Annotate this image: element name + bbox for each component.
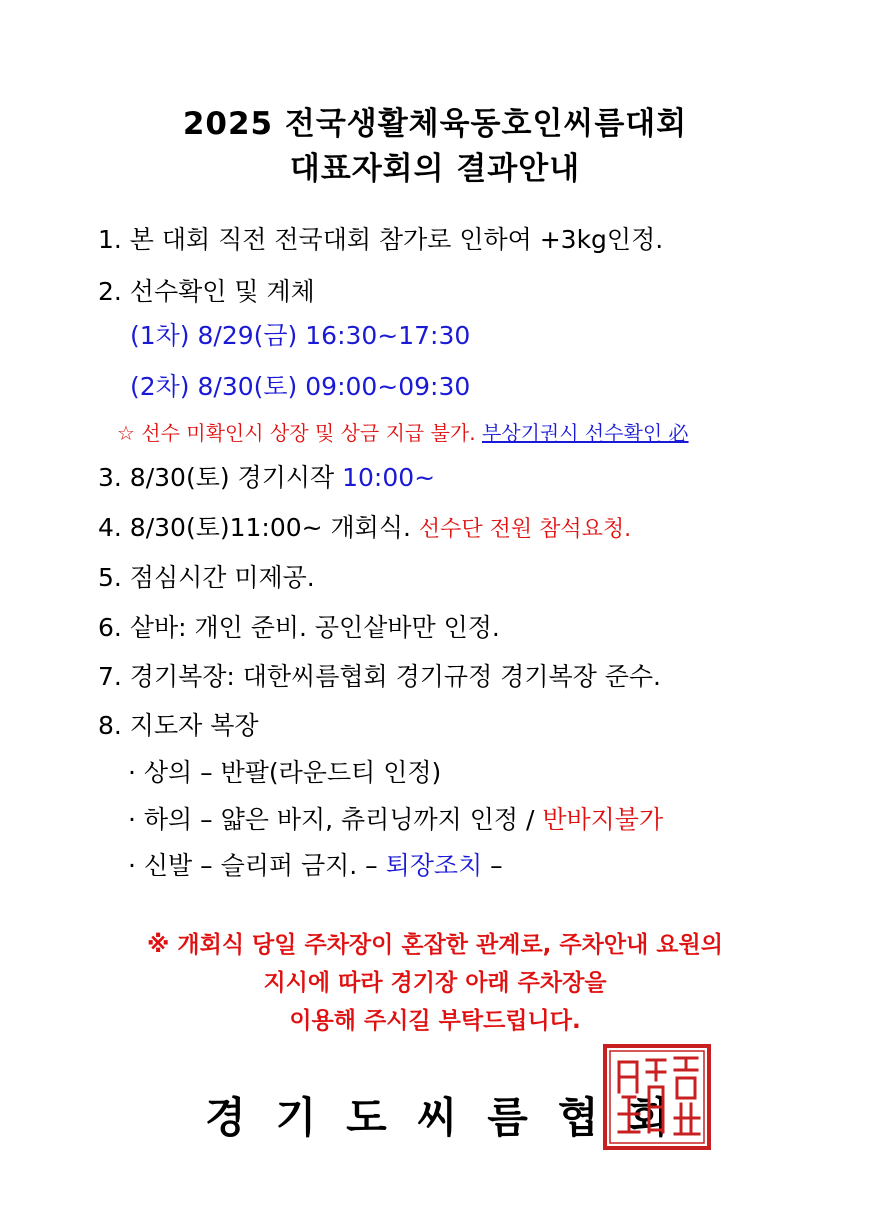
item-3-text: 3. 8/30(토) 경기시작 <box>98 463 343 492</box>
dress-top: · 상의 – 반팔(라운드티 인정) <box>128 758 442 787</box>
dress-bottom-prohibited: 반바지불가 <box>542 805 664 834</box>
item-8: 8. 지도자 복장 <box>98 711 259 740</box>
item-3-time: 10:00~ <box>342 463 436 492</box>
dress-bottom-text: · 하의 – 얇은 바지, 츄리닝까지 인정 / <box>128 805 543 834</box>
parking-notice-line2: 지시에 따라 경기장 아래 주차장을 <box>263 970 607 996</box>
item-2: 2. 선수확인 및 계체 <box>98 277 315 306</box>
dress-shoes-end: – <box>482 851 503 880</box>
item-7: 7. 경기복장: 대한씨름협회 경기규정 경기복장 준수. <box>98 662 661 691</box>
weigh-in-second: (2차) 8/30(토) 09:00~09:30 <box>130 372 471 401</box>
weigh-in-note <box>117 420 689 446</box>
association-seal-icon <box>601 1042 713 1152</box>
parking-notice-line3: 이용해 주시길 부탁드립니다. <box>289 1008 581 1034</box>
item-1: 1. 본 대회 직전 전국대회 참가로 인하여 +3kg인정. <box>98 225 664 254</box>
dress-shoes-text: · 신발 – 슬리퍼 금지. – <box>128 851 386 880</box>
item-4-request: 선수단 전원 참석요청. <box>418 517 632 542</box>
dress-bottom <box>128 805 663 835</box>
weigh-in-first: (1차) 8/29(금) 16:30~17:30 <box>130 321 471 350</box>
association-signature: 경기도씨름협회 <box>205 1093 700 1142</box>
parking-notice-line1: ※ 개회식 당일 주차장이 혼잡한 관계로, 주차안내 요원의 <box>147 932 723 958</box>
item-4 <box>98 513 631 545</box>
document-title-line2: 대표자회의 결과안내 <box>289 151 581 187</box>
weigh-in-note-injury: 부상기권시 선수확인 必 <box>481 421 689 445</box>
item-6: 6. 샅바: 개인 준비. 공인샅바만 인정. <box>98 613 500 642</box>
dress-shoes-penalty: 퇴장조치 <box>385 851 483 880</box>
dress-shoes <box>128 851 503 881</box>
document-title-line1: 2025 전국생활체육동호인씨름대회 <box>182 106 688 142</box>
item-3 <box>98 463 435 493</box>
weigh-in-note-warning: ☆ 선수 미확인시 상장 및 상금 지급 불가. <box>117 421 482 445</box>
item-5: 5. 점심시간 미제공. <box>98 563 315 592</box>
item-4-text: 4. 8/30(토)11:00~ 개회식. <box>98 513 419 542</box>
